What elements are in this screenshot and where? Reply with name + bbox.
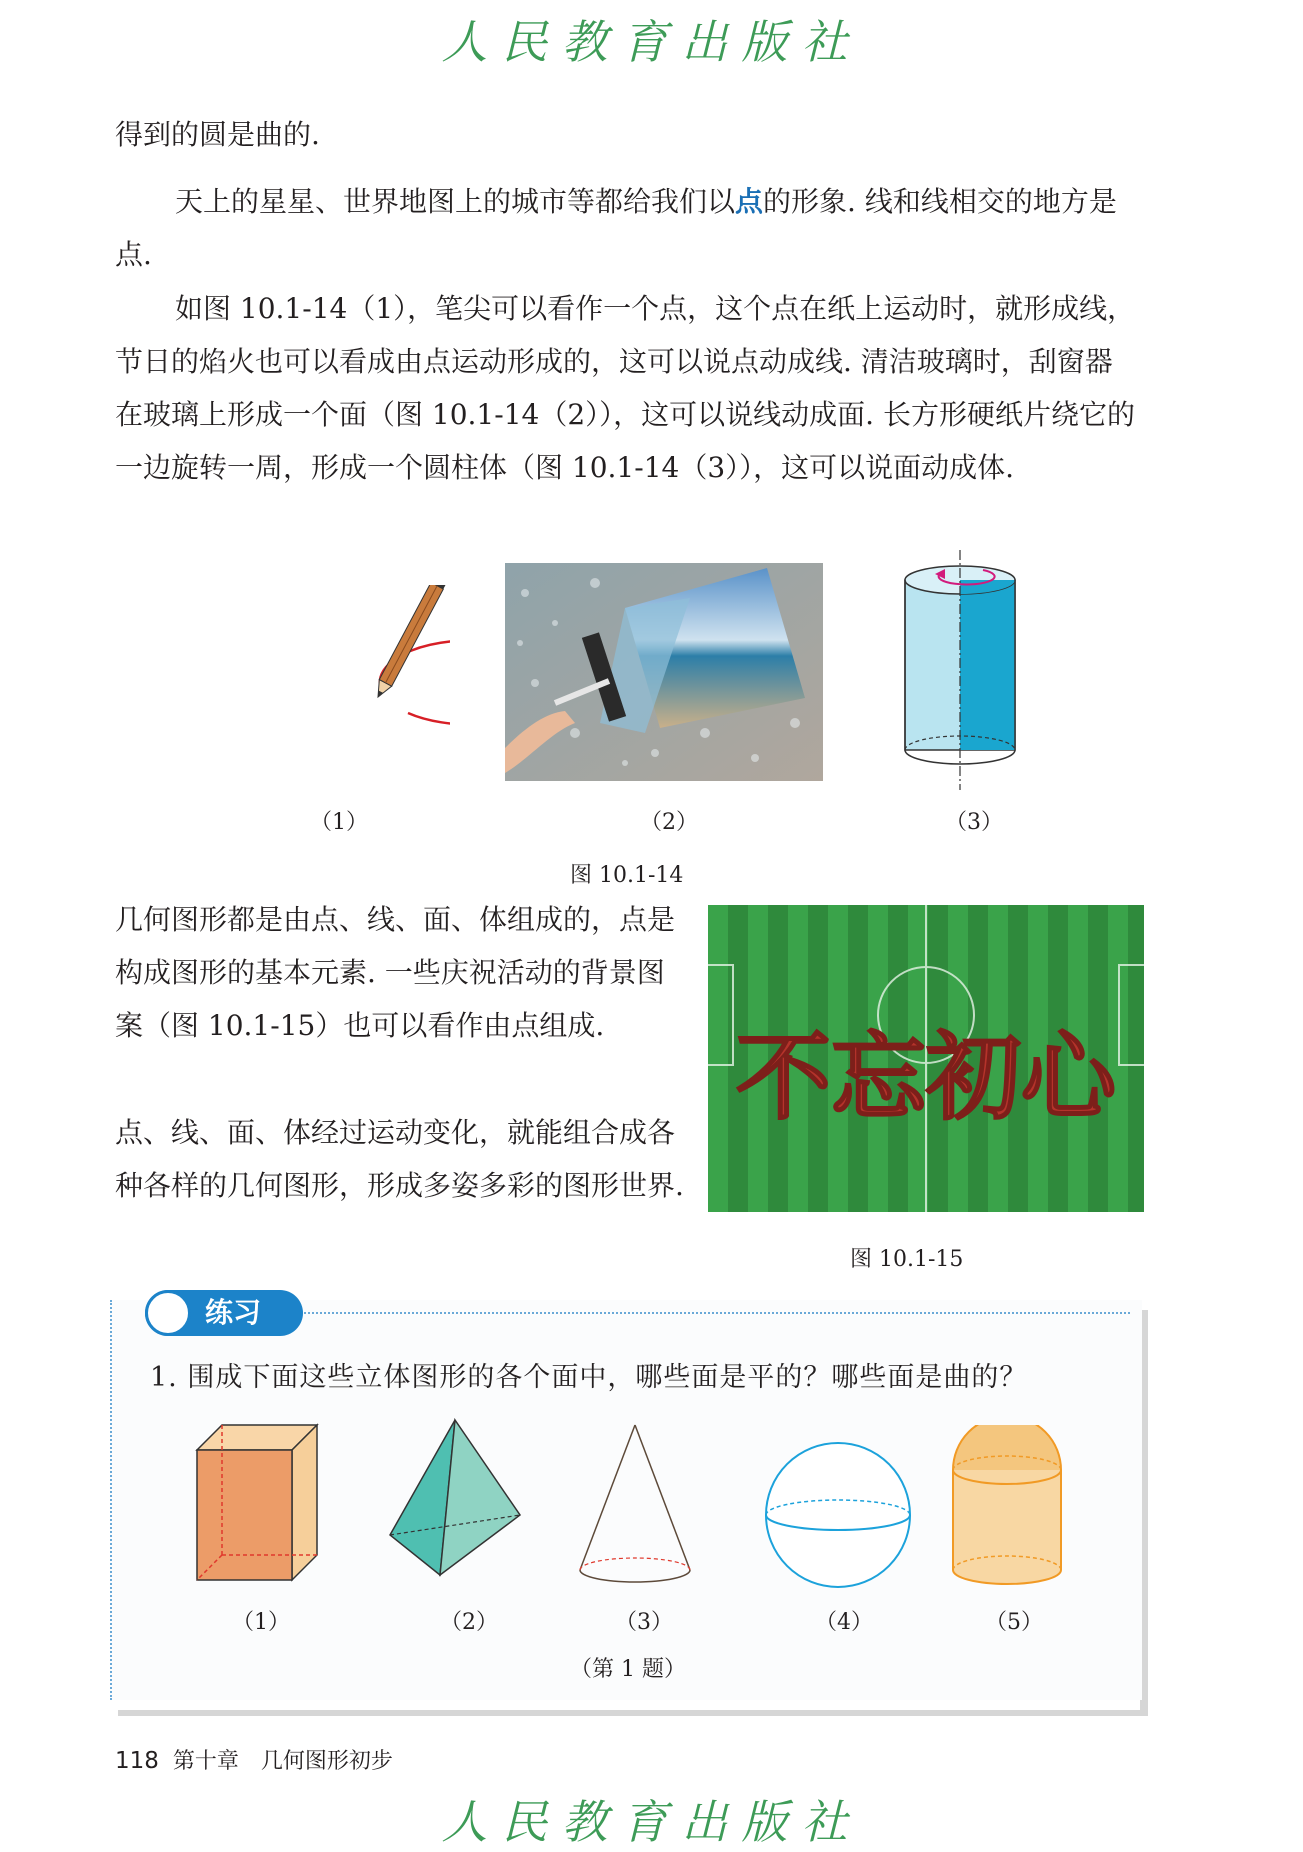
page-footer — [115, 1744, 393, 1775]
paragraph-0: 得到的圆是曲的. — [115, 118, 320, 151]
shape-tetrahedron — [385, 1415, 525, 1580]
shape-rectangular-prism — [192, 1420, 327, 1590]
chapter-title: 第十章 几何图形初步 — [172, 1749, 393, 1774]
shape-label-1: （1） — [232, 1610, 290, 1635]
shape-label-3: （3） — [615, 1610, 673, 1635]
paragraph-1: 天上的星星、世界地图上的城市等都给我们以点的形象. 线和线相交的地方是点. — [115, 185, 1117, 271]
exercise-question-1: 1. 围成下面这些立体图形的各个面中，哪些面是平的？哪些面是曲的？ — [150, 1362, 1028, 1393]
paragraph-4: 点、线、面、体经过运动变化，就能组合成各种各样的几何图形，形成多姿多彩的图形世界. — [115, 1116, 684, 1202]
publisher-logo-footer: 人民教育出版社 — [441, 1795, 862, 1849]
figure-window-wiper-photo — [505, 563, 823, 781]
figure-field-formation-photo — [708, 905, 1144, 1212]
figure-14-label-3: （3） — [945, 810, 1003, 835]
exercise-tab-label: 练习 — [205, 1296, 262, 1329]
shape-label-4: （4） — [815, 1610, 873, 1635]
pencil-circle-icon — [145, 1290, 191, 1336]
shape-sphere — [763, 1440, 913, 1590]
figure-pencil-ellipse — [230, 585, 450, 760]
figure-14-label-1: （1） — [310, 810, 368, 835]
figure-14-label-2: （2） — [640, 810, 698, 835]
exercise-shadow-bottom — [118, 1710, 1148, 1716]
exercise-tab — [145, 1290, 303, 1336]
shape-cone — [575, 1420, 695, 1590]
figure-14-caption: 图 10.1-14 — [570, 863, 684, 888]
paragraph-3: 几何图形都是由点、线、面、体组成的，点是构成图形的基本元素. 一些庆祝活动的背景图案（图 10.1-15）也可以看作由点组成. — [115, 903, 676, 1042]
exercise-caption: （第 1 题） — [570, 1657, 686, 1682]
shape-label-5: （5） — [985, 1610, 1043, 1635]
figure-rotating-cylinder — [895, 550, 1030, 790]
highlight-point: 点 — [735, 185, 764, 218]
figure-15-caption: 图 10.1-15 — [850, 1247, 964, 1272]
exercise-dotted-rule — [300, 1312, 1130, 1314]
field-formation-text: 不忘初心 — [735, 1022, 1117, 1133]
shape-label-2: （2） — [440, 1610, 498, 1635]
page-number: 118 — [115, 1748, 159, 1774]
paragraph-2: 如图 10.1-14（1），笔尖可以看作一个点，这个点在纸上运动时，就形成线，节日的焰火也可以看成由点运动形成的，这可以说点动成线. 清洁玻璃时，刮窗器在玻璃上形成一个面（图 10.1-14（2）），这可以说线动成面. 长方形硬纸片绕它的一边旋转一周，形成一个圆柱体（图 10.1-14（3）），这可以说面动成体. — [115, 292, 1136, 484]
publisher-logo-header: 人民教育出版社 — [441, 15, 862, 69]
shape-capped-cylinder — [950, 1425, 1065, 1590]
